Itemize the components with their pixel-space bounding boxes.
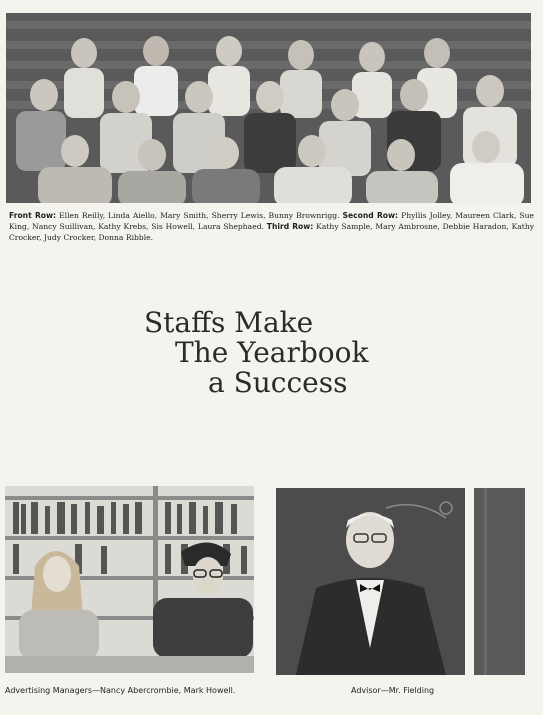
third-row-label: Third Row: [266, 222, 314, 231]
ads-photo-image [5, 486, 254, 673]
front-row-names: Ellen Reilly, Linda Aiello, Mary Smith, Sherry Lewis, Bunny Brownrigg. [59, 211, 340, 220]
headline-line-2: The Yearbook [175, 336, 369, 369]
second-row-label: Second Row: [342, 211, 399, 220]
headline-line-3: a Success [208, 366, 348, 399]
advertising-managers-photo [5, 486, 254, 673]
advertising-managers-caption: Advertising Managers—Nancy Abercrombie, Mark Howell. [5, 686, 236, 695]
third-row-names: Kathy Sample, Mary Ambrosne, Debbie Haradon, Kathy Crocker, Judy Crocker, Donna Ribble. [9, 222, 534, 242]
staff-group-photo [6, 13, 531, 203]
partial-photo-edge [474, 488, 525, 675]
second-row-names: Phyllis Jolley, Maureen Clark, Sue King, Nancy Suillivan, Kathy Krebs, Sis Howell, Laura Shephaed. [9, 211, 535, 231]
group-photo-caption [9, 210, 534, 243]
advisor-caption: Advisor—Mr. Fielding [351, 686, 435, 695]
advisor-photo-image [276, 488, 465, 675]
advisor-photo [276, 488, 465, 675]
front-row-label: Front Row: [9, 211, 57, 220]
headline-line-1: Staffs Make [144, 306, 314, 339]
group-photo-image [6, 13, 531, 203]
partial-photo-image [474, 488, 525, 675]
